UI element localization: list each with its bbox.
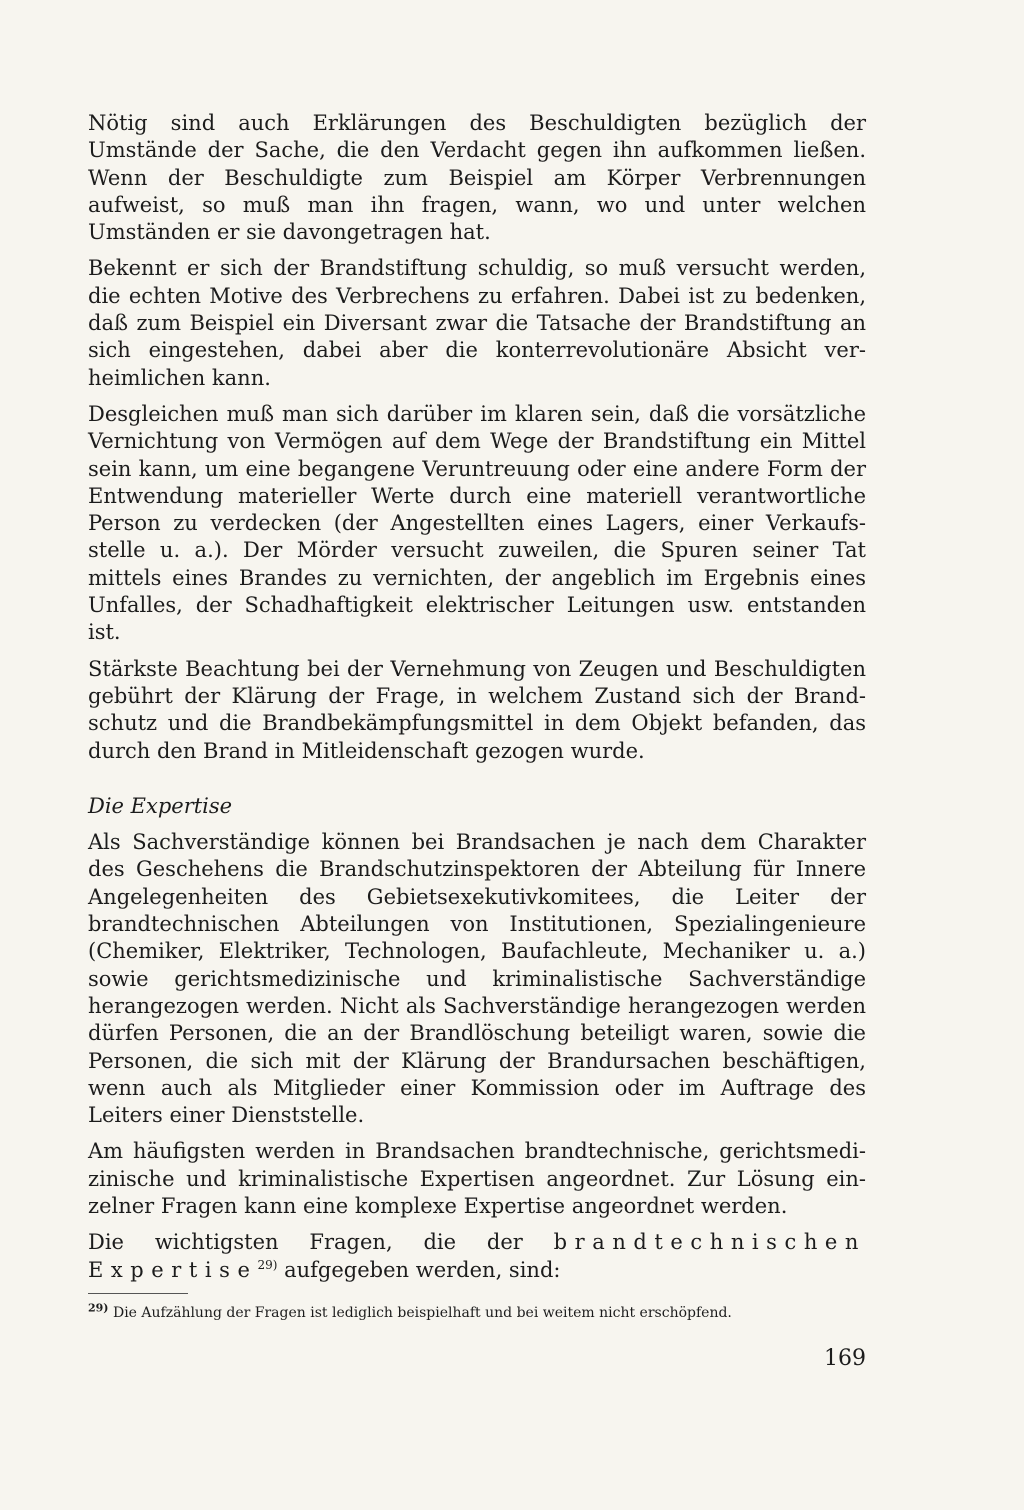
paragraph-7-end: aufgegeben werden, sind:	[277, 1257, 561, 1282]
spaced-term: brandtechnischen Expertise	[88, 1230, 866, 1282]
footnote-mark: 29)	[88, 1301, 109, 1315]
paragraph-7-start: Die wichtigsten Fragen, die der	[88, 1230, 554, 1255]
paragraph-2: Bekennt er sich der Brandstiftung schuldig, so muß versucht werden, die echten Motive des Verbrechens zu erfahren. Dabei ist zu bedenken, daß zum Beispiel ein Diversant zwar die Tatsache der Brandstiftung an sich eingestehen, dabei aber die konterrevolutionäre Absicht verheimlichen kann.	[88, 256, 866, 390]
paragraph-7	[88, 1229, 866, 1284]
paragraph-4: Stärkste Beachtung bei der Vernehmung von Zeugen und Beschuldigten gebührt der Klärung der Frage, in welchem Zustand sich der Brandschutz und die Brandbekämpfungsmittel in dem Objekt befanden, das durch den Brand in Mitleidenschaft gezogen wurde.	[88, 656, 866, 763]
footnote-text: Die Aufzählung der Fragen ist lediglich beispielhaft und bei weitem nicht erschöpfend.	[112, 1305, 732, 1321]
footnote-rule	[88, 1293, 188, 1294]
page-number: 169	[824, 1346, 866, 1371]
page-body	[88, 110, 866, 1293]
paragraph-5: Als Sachverständige können bei Brandsachen je nach dem Charakter des Geschehens die Brandschutzinspektoren der Abteilung für Innere Angelegenheiten des Gebietsexekutivkomitees, die Leiter der brandtechnischen Abteilungen von Institutionen, Spezialingenieure (Chemiker, Elektriker, Technologen, Baufachleute, Mechaniker u. a.) sowie gerichtsmedizinische und kriminalistische Sachverständige herangezogen werden. Nicht als Sachverständige herangezogen werden dürfen Personen, die an der Brandlöschung beteiligt waren, sowie die Personen, die sich mit der Klärung der Brandursachen beschäftigen, wenn auch als Mitglieder einer Kommission oder im Auftrage des Leiters einer Dienststelle.	[88, 830, 866, 1128]
paragraph-6: Am häufigsten werden in Brandsachen brandtechnische, gerichtsmedizinische und kriminalistische Expertisen angeordnet. Zur Lösung einzelner Fragen kann eine komplexe Expertise angeordnet werden.	[88, 1139, 866, 1218]
footnote	[88, 1301, 866, 1322]
section-heading: Die Expertise	[88, 793, 233, 818]
paragraph-3: Desgleichen muß man sich darüber im klaren sein, daß die vorsätzliche Vernichtung von Vermögen auf dem Wege der Brandstiftung ein Mittel sein kann, um eine begangene Veruntreuung oder eine andere Form der Entwendung materieller Werte durch eine materiell verantwortliche Person zu verdecken (der Angestellten eines Lagers, einer Verkaufsstelle u. a.). Der Mörder versucht zuweilen, die Spuren seiner Tat mittels eines Brandes zu vernichten, der angeblich im Ergebnis eines Unfalles, der Schadhaftigkeit elektrischer Leitungen usw. entstanden ist.	[88, 401, 866, 645]
footnote-reference[interactable]: 29)	[257, 1257, 278, 1272]
paragraph-1: Nötig sind auch Erklärungen des Beschuldigten bezüglich der Umstände der Sache, die den Verdacht gegen ihn aufkommen ließen. Wenn der Beschuldigte zum Beispiel am Körper Verbrennungen aufweist, so muß man ihn fragen, wann, wo und unter welchen Umständen er sie davongetragen hat.	[88, 111, 866, 245]
